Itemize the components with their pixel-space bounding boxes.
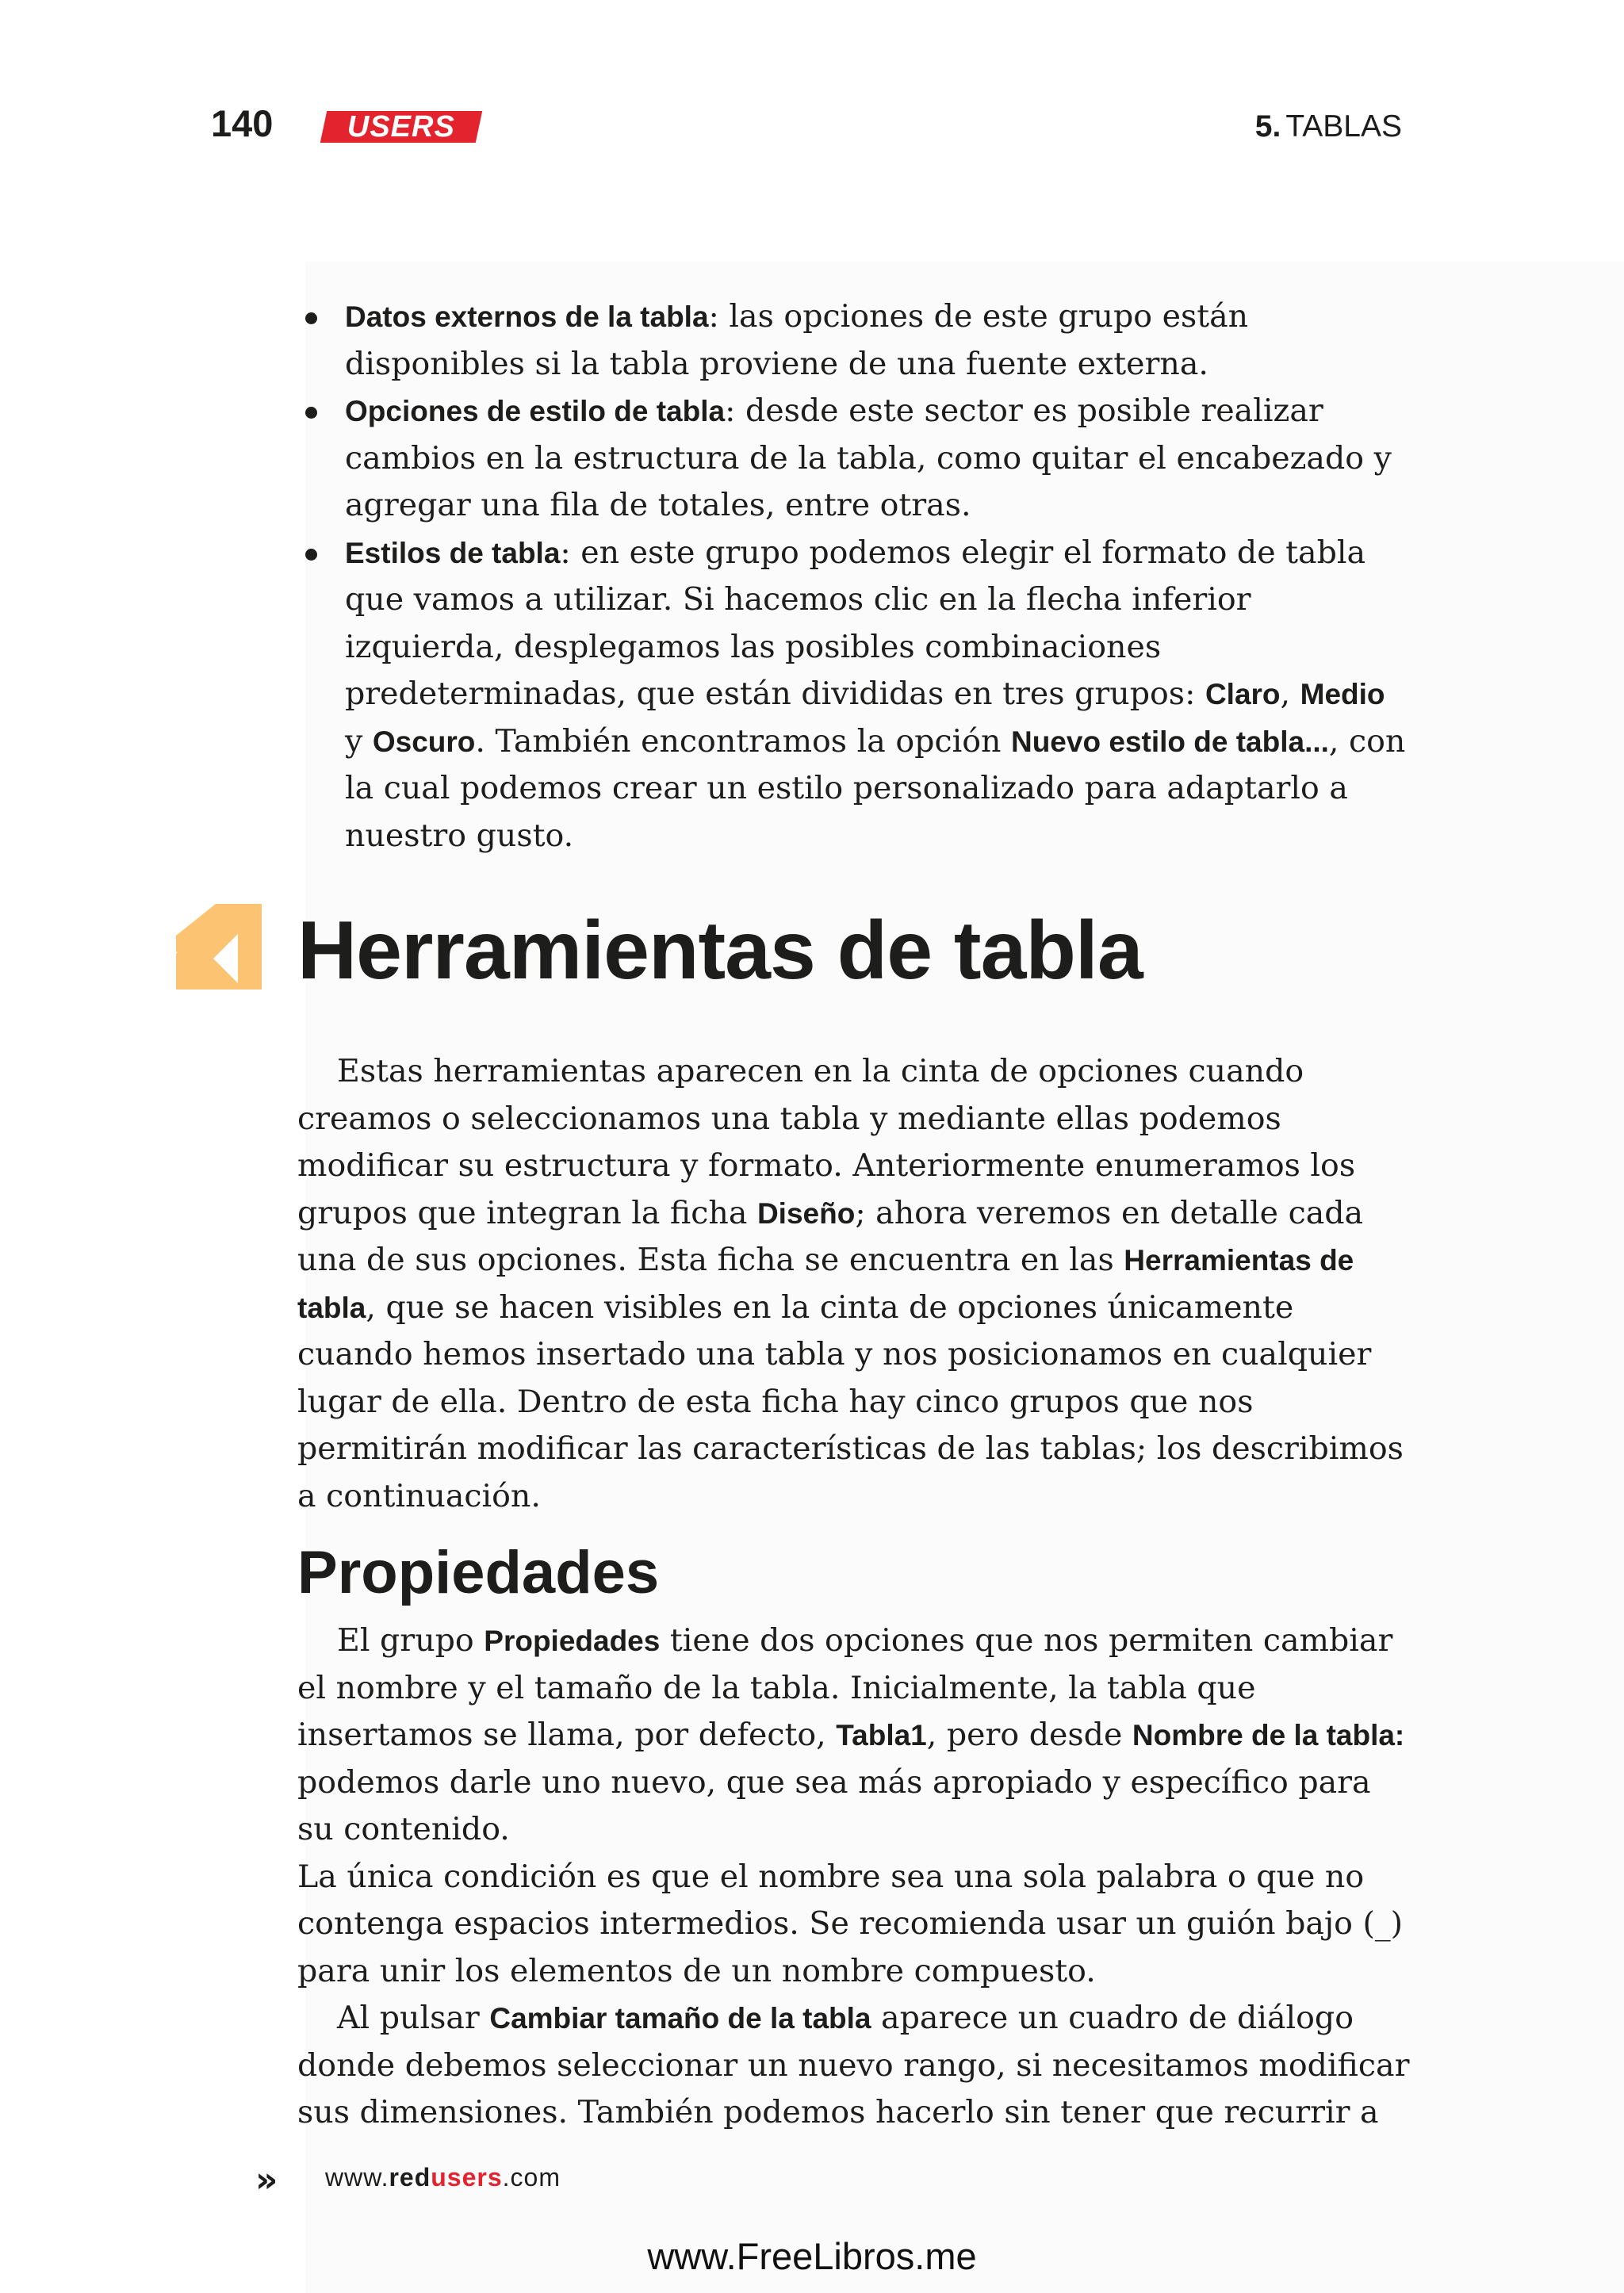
paragraph-text: , que se hacen visibles en la cinta de opciones únicamente cuando hemos insertado una tabla y nos posicionamos en cualquier lugar de ella. Dentro de esta ficha hay cinco grupos que nos permitirán modificar las características de las tablas; los describimos a continuación. <box>297 1288 1404 1514</box>
keyword-nombre-tabla: Nombre de la tabla: <box>1132 1719 1405 1751</box>
bullet-term: Estilos de tabla <box>345 536 561 569</box>
paragraph <box>297 1617 1411 1854</box>
bullet-text: : las opciones de este grupo están disponibles si la tabla proviene de una fuente externa. <box>345 298 1249 382</box>
bullet-term: Opciones de estilo de tabla <box>345 395 726 427</box>
keyword-propiedades: Propiedades <box>484 1625 661 1657</box>
paragraph-text: ; ahora veremos en detalle cada una de sus opciones. Esta ficha se encuentra en las <box>297 1194 1364 1278</box>
keyword-claro: Claro <box>1205 678 1281 710</box>
separator: , <box>1280 676 1300 712</box>
bullet-term: Datos externos de la tabla <box>345 301 709 333</box>
footer-website-link[interactable] <box>325 2163 561 2192</box>
bullet-text: . También encontramos la opción <box>475 722 1011 760</box>
keyword-cambiar-tamano: Cambiar tamaño de la tabla <box>489 2002 871 2035</box>
paragraph-text: aparece un cuadro de diálogo donde debemos seleccionar un nuevo rango, si necesitamos modificar sus dimensiones. También podemos hacerlo sin tener que recurrir a <box>297 2000 1410 2130</box>
keyword-tabla1: Tabla1 <box>836 1719 927 1751</box>
bullet-text: : desde este sector es posible realizar cambios en la estructura de la tabla, como quitar el encabezado y agregar una fila de totales, entre otras. <box>345 392 1392 523</box>
url-part: users <box>431 2163 503 2192</box>
separator: y <box>345 722 373 760</box>
keyword-nuevo-estilo: Nuevo estilo de tabla... <box>1010 725 1329 758</box>
double-chevron-right-icon: » <box>255 2160 267 2200</box>
bullet-text: , con la cual podemos crear un estilo personalizado para adaptarlo a nuestro gusto. <box>345 722 1406 854</box>
url-part: .com <box>502 2163 561 2192</box>
list-item <box>297 388 1411 530</box>
chapter-number: 5. <box>1254 109 1281 144</box>
keyword-oscuro: Oscuro <box>372 725 476 758</box>
intro-paragraph <box>297 1048 1411 1520</box>
paragraph-text: podemos darle uno nuevo, que sea más apropiado y específico para su contenido. <box>297 1763 1371 1847</box>
page-header <box>0 101 1624 157</box>
section-title: Herramientas de tabla <box>297 905 1143 997</box>
bullet-text: : en este grupo podemos elegir el formato de tabla que vamos a utilizar. Si hacemos clic en la flecha inferior izquierda, desplegamos las posibles combinaciones predeterminadas, que están divididas en tres grupos: <box>345 534 1366 712</box>
keyword-herramientas: Herramientas de tabla <box>297 1244 1354 1324</box>
logo-text: USERS <box>347 109 455 144</box>
chapter-title: TABLAS <box>1285 109 1402 144</box>
paragraph-text: El grupo <box>337 1622 485 1659</box>
paragraph-text: Estas herramientas aparecen en la cinta de opciones cuando creamos o seleccionamos una tabla y mediante ellas podemos modificar su estructura y formato. Anteriormente enumeramos los grupos que integran la ficha <box>297 1053 1356 1231</box>
paragraph: La única condición es que el nombre sea una sola palabra o que no contenga espacios intermedios. Se recomienda usar un guión bajo (_) para unir los elementos de un nombre compuesto. <box>297 1858 1404 1989</box>
propiedades-body <box>297 1617 1411 2137</box>
bullet-list <box>297 293 1411 859</box>
subsection-title: Propiedades <box>297 1539 660 1606</box>
list-item <box>297 530 1411 860</box>
watermark: www.FreeLibros.me <box>647 2235 977 2277</box>
paragraph-text: Al pulsar <box>337 2000 490 2036</box>
url-part: www. <box>325 2163 389 2192</box>
arrow-down-right-icon <box>176 904 262 990</box>
url-part: red <box>389 2163 431 2192</box>
paragraph-text: , pero desde <box>926 1717 1132 1753</box>
paragraph <box>297 1995 1411 2137</box>
chapter-heading <box>1255 109 1402 144</box>
keyword-medio: Medio <box>1300 678 1385 710</box>
users-logo <box>320 111 483 143</box>
page-number: 140 <box>211 102 274 144</box>
paragraph-text: tiene dos opciones que nos permiten cambiar el nombre y el tamaño de la tabla. Inicialmente, la tabla que insertamos se llama, por defecto, <box>297 1622 1393 1753</box>
list-item <box>297 293 1411 388</box>
keyword-diseno: Diseño <box>756 1196 856 1230</box>
